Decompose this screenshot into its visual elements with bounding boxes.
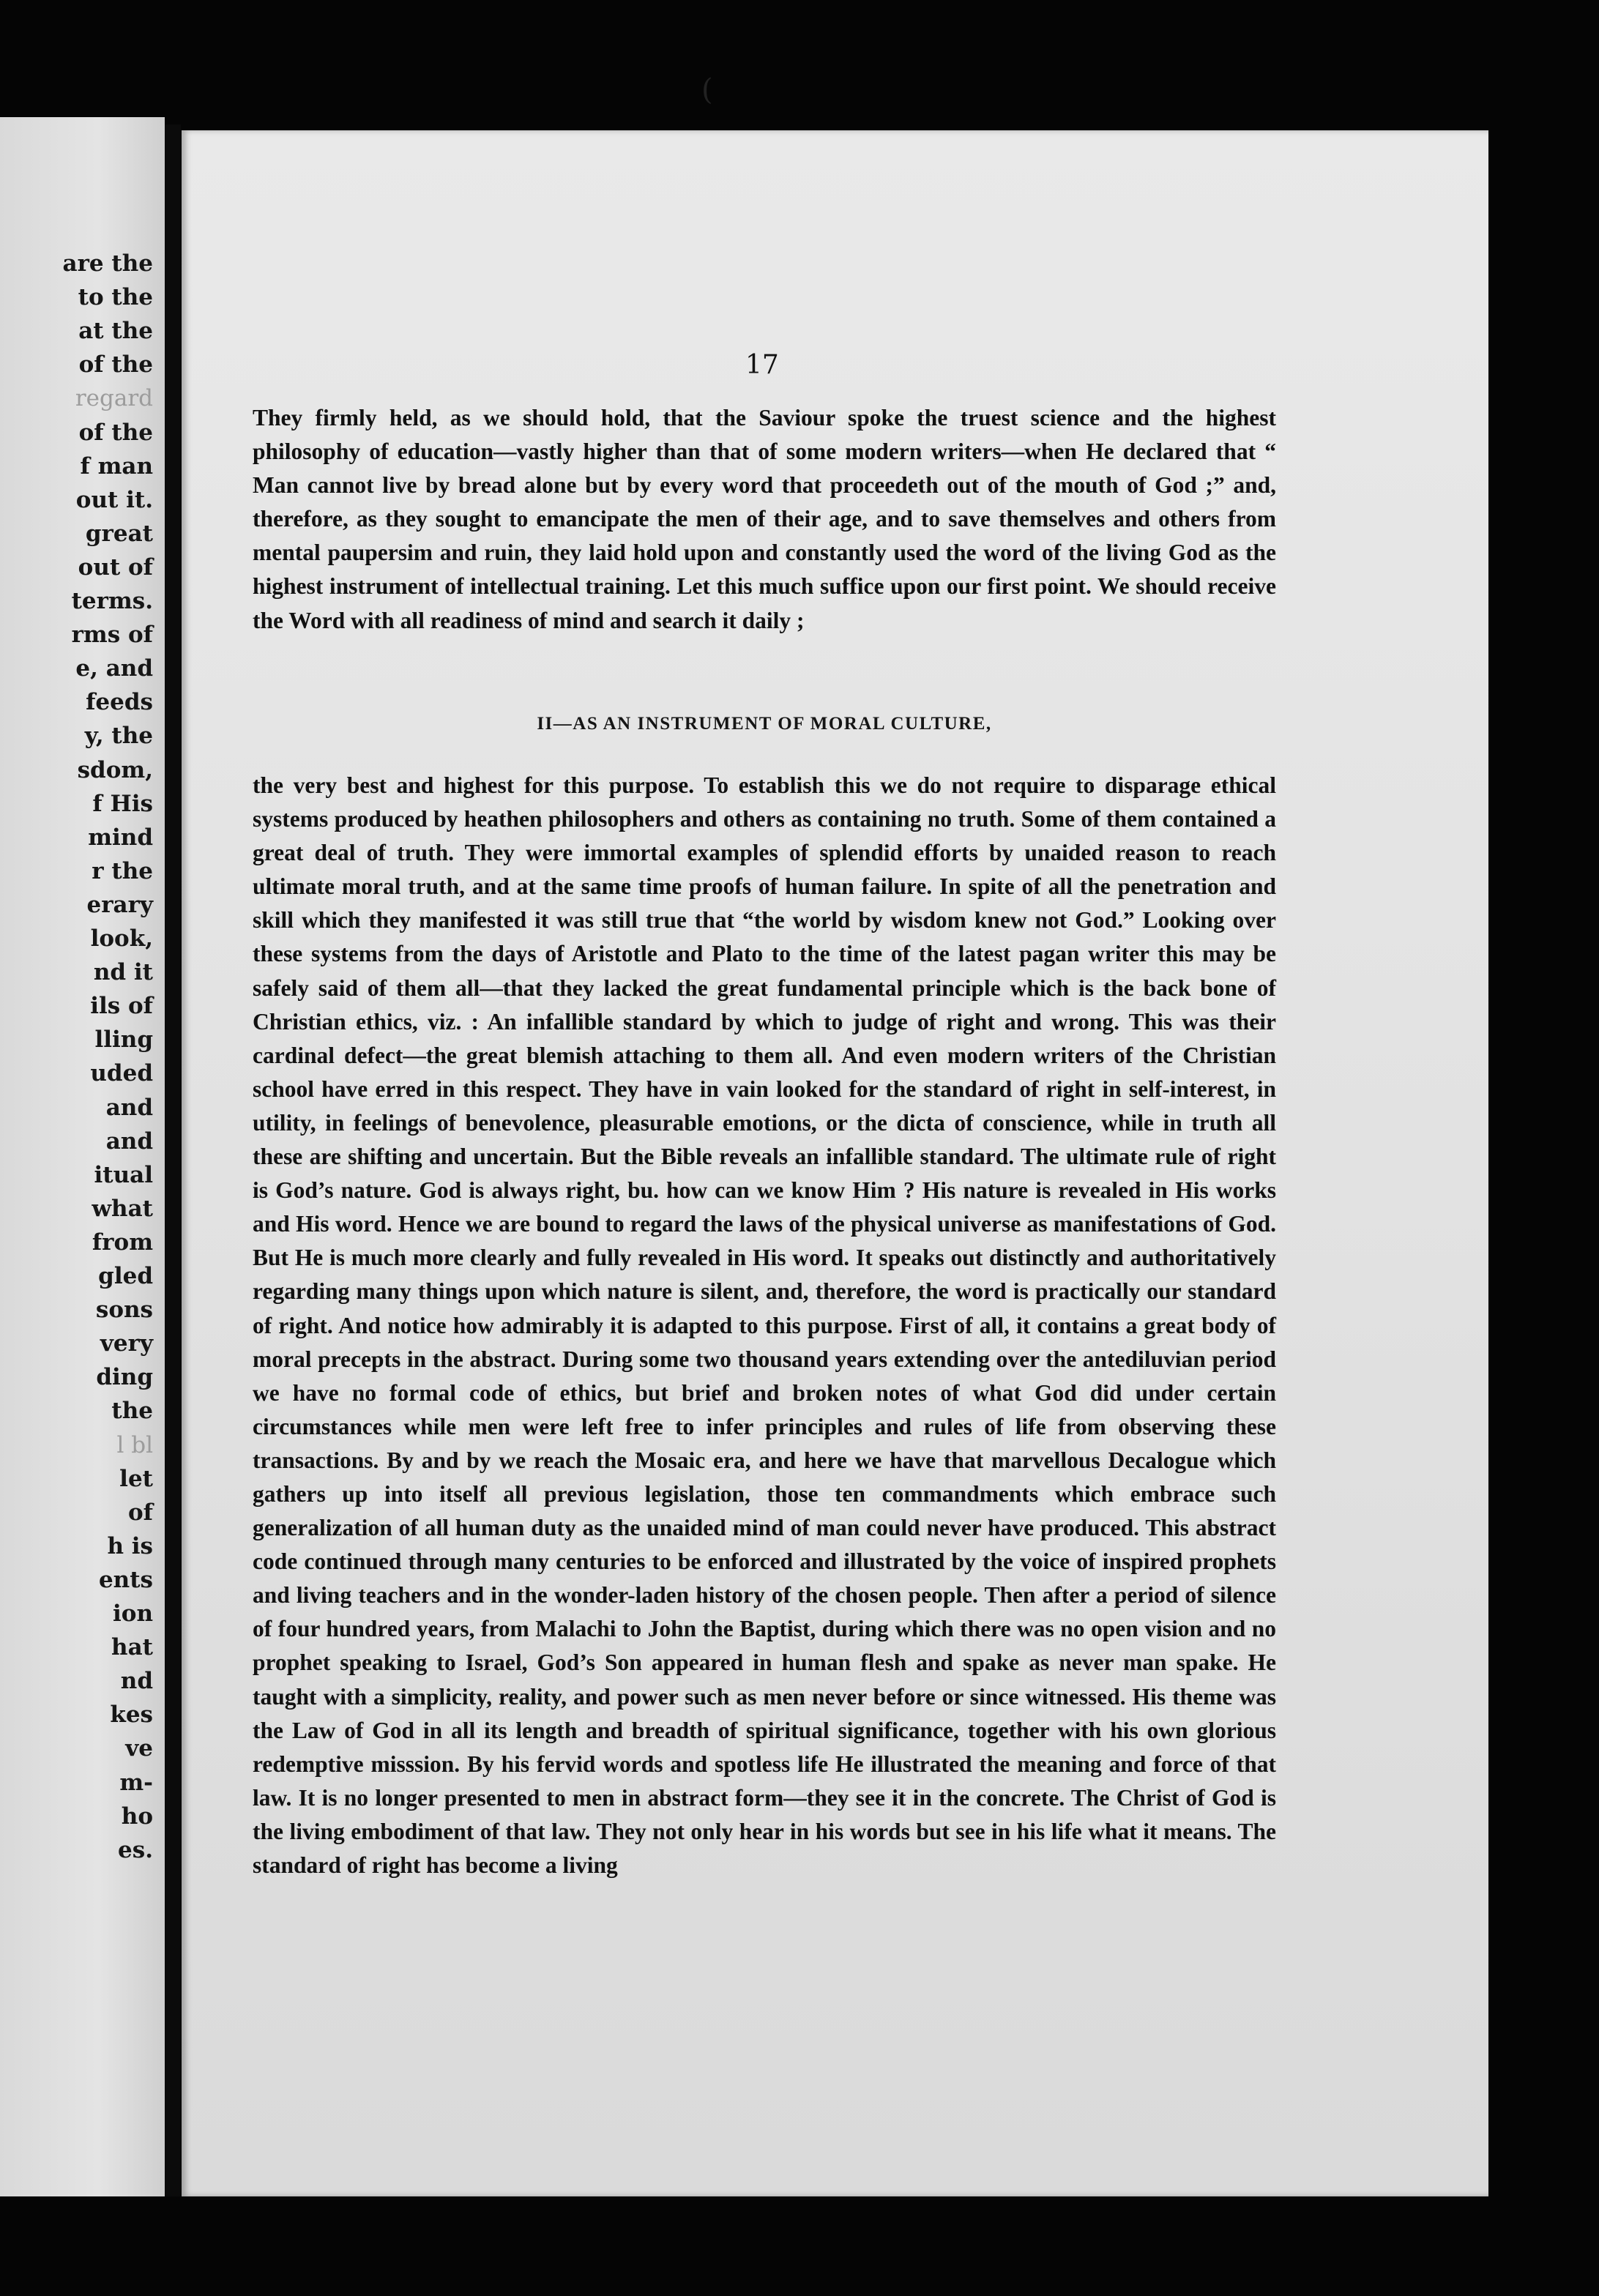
left-page-line: sdom, [77, 756, 153, 783]
left-page-line: the [111, 1398, 153, 1425]
left-page-line: sons [95, 1297, 153, 1324]
left-page-line: at the [78, 318, 153, 345]
left-page-line: f man [80, 452, 153, 480]
left-page-line: very [100, 1330, 153, 1357]
left-page-line: nd it [93, 959, 153, 986]
left-page-line: of [127, 1499, 153, 1526]
left-page-line: regard [75, 385, 153, 412]
left-page-line: and [105, 1094, 153, 1121]
left-page-line: from [92, 1229, 153, 1256]
page-gutter [165, 124, 181, 2196]
body-paragraph-1 [253, 401, 1276, 638]
left-page-line: ve [125, 1735, 153, 1762]
left-page-line: hat [111, 1634, 153, 1661]
left-page-line: itual [94, 1161, 153, 1188]
left-page-line: ents [98, 1566, 153, 1593]
left-page-line: e, and [75, 655, 153, 682]
paragraph-text: the very best and highest for this purpose. To establish this we do not require to disparage ethical systems produced by heathen philosophers and others as containing no truth. Some of them contained a great deal of truth. They were immortal examples of splendid efforts by unaided reason to reach ultimate moral truth, and at the same time proofs of human failure. In spite of all the penetration and skill which they manifested it was still true that “the world by wisdom knew not God.” Looking over these systems from the days of Aristotle and Plato to the time of the latest pagan writer this may be safely said of them all—that they lacked the great fundamental principle which is the back bone of Christian ethics, viz. : An infallible standard by which to judge of right and wrong. This was their cardinal defect—the great blemish attaching to them all. And even modern writers of the Christian school have erred in this respect. They have in vain looked for the standard of right in self-interest, in utility, in feelings of benevolence, pleasurable emotions, or the dicta of conscience, while in truth all these are shifting and uncertain. But the Bible reveals an infallible standard. The ultimate rule of right is God’s nature. God is always right, bu. how can we know Him ? His nature is revealed in His works and His word. Hence we are bound to regard the laws of the physical universe as manifestations of God. But He is much more clearly and fully revealed in His word. It speaks out distinctly and authoritatively regarding many things upon which nature is silent, and, therefore, the word is practically our standard of right. And notice how admirably it is adapted to this purpose. First of all, it contains a great body of moral precepts in the abstract. During some two thousand years extending over the antediluvian period we have no formal code of ethics, but brief and broken notes of what God did under certain circumstances while men were left free to infer principles and rules of life from observing these transactions. By and by we reach the Mosaic era, and here we have that marvellous Decalogue which gathers up into itself all previous legislation, those ten commandments which embrace such generalization of all human duty as the unaided mind of man could never have produced. This abstract code continued through many centuries to be enforced and illustrated by the voice of inspired prophets and living teachers and in the wonder-laden history of the chosen people. Then after a period of silence of four hundred years, from Malachi to John the Baptist, during which there was no open vision and no prophet speaking to Israel, God’s Son appeared in human flesh and spake as never man spake. He taught with a simplicity, reality, and power such as men never before or since witnessed. His theme was the Law of God in all its length and breadth of spiritual significance, together with his own glorious redemptive misssion. By his fervid words and spotless life He illustrated the meaning and force of that law. It is no longer presented to men in abstract form—they see it in the concrete. The Christ of God is the living embodiment of that law. They not only hear in his words but see in his life what it means. The standard of right has become a living [253, 772, 1276, 1878]
page-number: 17 [745, 350, 779, 380]
left-page-line: mind [88, 824, 153, 851]
left-page-line: m- [119, 1769, 153, 1796]
left-page-line: ho [121, 1803, 153, 1830]
left-page-line: nd [120, 1668, 153, 1695]
left-page-line: look, [90, 925, 153, 952]
previous-page-edge [0, 117, 165, 2196]
left-page-line: of the [78, 351, 153, 379]
left-page-line: great [85, 520, 153, 547]
left-page-line: kes [110, 1702, 153, 1729]
stray-mark: ( [701, 73, 713, 107]
left-page-line: ion [113, 1600, 153, 1627]
left-page-line: out of [78, 554, 153, 581]
paragraph-text: They firmly held, as we should hold, that the Saviour spoke the truest science and the highest philosophy of education—vastly higher than that of some modern writers—when He declared that “ Man cannot live by bread alone but by every word that proceedeth out of the mouth of God ;” and, therefore, as they sought to emancipate the men of their age, and to save themselves and others from mental paupersim and ruin, they laid hold upon and constantly used the word of the living God as the highest instrument of intellectual training. Let this much suffice upon our first point. We should receive the Word with all readiness of mind and search it daily ; [253, 405, 1276, 633]
left-page-line: of the [78, 419, 153, 446]
left-page-line: h is [107, 1532, 153, 1559]
left-page-line: ils of [90, 993, 153, 1020]
left-page-line: out it. [75, 486, 153, 513]
left-page-line: let [119, 1465, 153, 1492]
left-page-line: rms of [71, 622, 153, 649]
left-page-line: uded [90, 1060, 153, 1087]
section-heading: II—AS AN INSTRUMENT OF MORAL CULTURE, [537, 714, 992, 734]
left-page-line: gled [98, 1263, 153, 1289]
left-page-line: what [92, 1195, 153, 1222]
left-page-line: r the [92, 857, 153, 884]
left-page-line: erary [86, 891, 153, 918]
left-page-line: to the [78, 284, 153, 311]
left-page-line: lling [94, 1026, 153, 1054]
left-page-line: terms. [71, 588, 153, 614]
left-page-line: f His [92, 790, 153, 817]
left-page-line: ding [96, 1364, 153, 1391]
left-page-line: y, the [84, 723, 153, 750]
body-paragraph-2 [253, 769, 1276, 1882]
left-page-line: l bl [116, 1431, 153, 1458]
left-page-line: are the [62, 250, 153, 277]
left-page-line: feeds [86, 689, 153, 716]
left-page-line: and [105, 1128, 153, 1155]
left-page-line: es. [118, 1836, 153, 1863]
